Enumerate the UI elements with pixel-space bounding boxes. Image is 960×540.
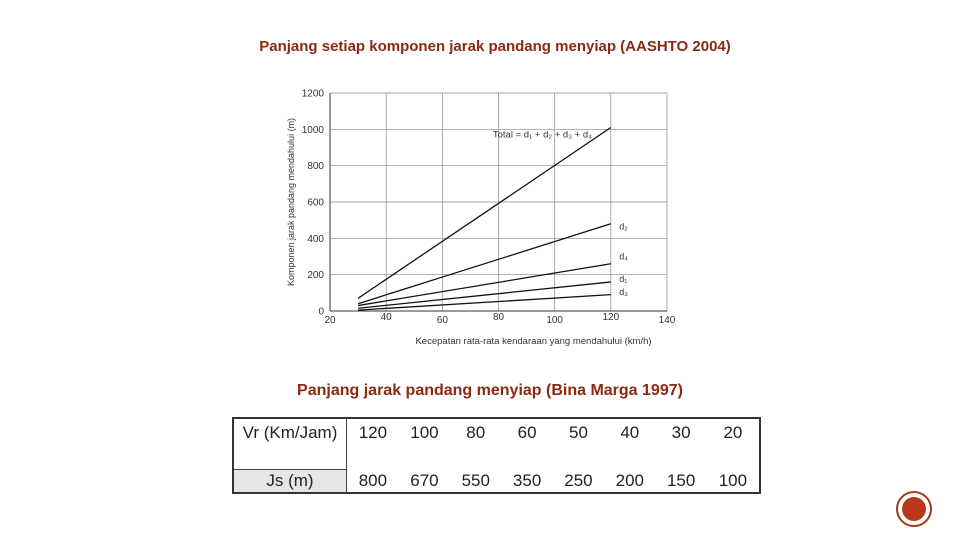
aashto-chart bbox=[280, 78, 700, 353]
y-tick-label: 400 bbox=[307, 233, 324, 245]
table-cell: 350 bbox=[512, 470, 542, 490]
badge-dot-icon bbox=[902, 497, 926, 521]
table-cell: 250 bbox=[564, 470, 593, 490]
table-cell: 100 bbox=[718, 470, 748, 490]
series-line-d₁ bbox=[358, 282, 611, 308]
table-cell: 550 bbox=[461, 470, 490, 490]
y-tick-label: 0 bbox=[318, 306, 324, 318]
row-header-js: Js (m) bbox=[233, 470, 347, 494]
table-cell: 30 bbox=[671, 423, 691, 442]
y-tick-label: 600 bbox=[307, 197, 324, 209]
series-line-d₄ bbox=[358, 264, 611, 306]
table-cell: 670 bbox=[410, 470, 439, 490]
x-tick-label: 120 bbox=[602, 312, 620, 323]
series-line-d₂ bbox=[358, 224, 611, 304]
bina-marga-table bbox=[232, 417, 761, 494]
decorative-badge-icon bbox=[896, 491, 932, 527]
series-label: d₄ bbox=[619, 251, 628, 262]
table-row-vr bbox=[233, 418, 760, 470]
y-tick-label: 800 bbox=[307, 161, 324, 173]
series-label: d₃ bbox=[619, 286, 628, 297]
table-title: Panjang jarak pandang menyiap (Bina Marga 1997) bbox=[297, 382, 683, 399]
x-axis-label: Kecepatan rata-rata kendaraan yang mendahului (km/h) bbox=[415, 336, 652, 347]
series-label: d₁ bbox=[619, 274, 628, 285]
x-tick-label: 100 bbox=[546, 315, 564, 326]
series-line-d₃ bbox=[358, 295, 611, 310]
y-axis-label: Komponen jarak pandang mendahului (m) bbox=[286, 117, 296, 287]
table-row-js bbox=[233, 470, 760, 494]
table-cell: 800 bbox=[358, 470, 388, 490]
chart-title: Panjang setiap komponen jarak pandang menyiap (AASHTO 2004) bbox=[259, 38, 731, 55]
x-tick-label: 60 bbox=[436, 315, 448, 326]
table-cell: 200 bbox=[615, 470, 644, 490]
x-tick-label: 140 bbox=[658, 315, 676, 326]
y-tick-label: 200 bbox=[307, 270, 324, 282]
table-cell: 80 bbox=[466, 423, 486, 442]
series-label: d₂ bbox=[619, 221, 628, 232]
row-header-vr: Vr (Km/Jam) bbox=[233, 418, 347, 470]
y-tick-label: 1200 bbox=[301, 88, 324, 100]
chart-annotation: Total = d₁ + d₂ + d₃ + d₄ bbox=[492, 129, 593, 141]
table-cell: 100 bbox=[410, 423, 439, 442]
series-line-Total bbox=[358, 128, 611, 299]
table-cell: 20 bbox=[723, 423, 743, 442]
table-cell: 150 bbox=[666, 470, 696, 490]
table-cell: 40 bbox=[620, 423, 640, 442]
table-cell: 60 bbox=[517, 423, 537, 442]
x-tick-label: 80 bbox=[492, 312, 505, 323]
x-tick-label: 40 bbox=[380, 312, 392, 323]
table-cell: 50 bbox=[568, 423, 588, 442]
table-cell: 120 bbox=[358, 423, 388, 442]
x-tick-label: 20 bbox=[324, 315, 336, 326]
y-tick-label: 1000 bbox=[301, 124, 324, 136]
